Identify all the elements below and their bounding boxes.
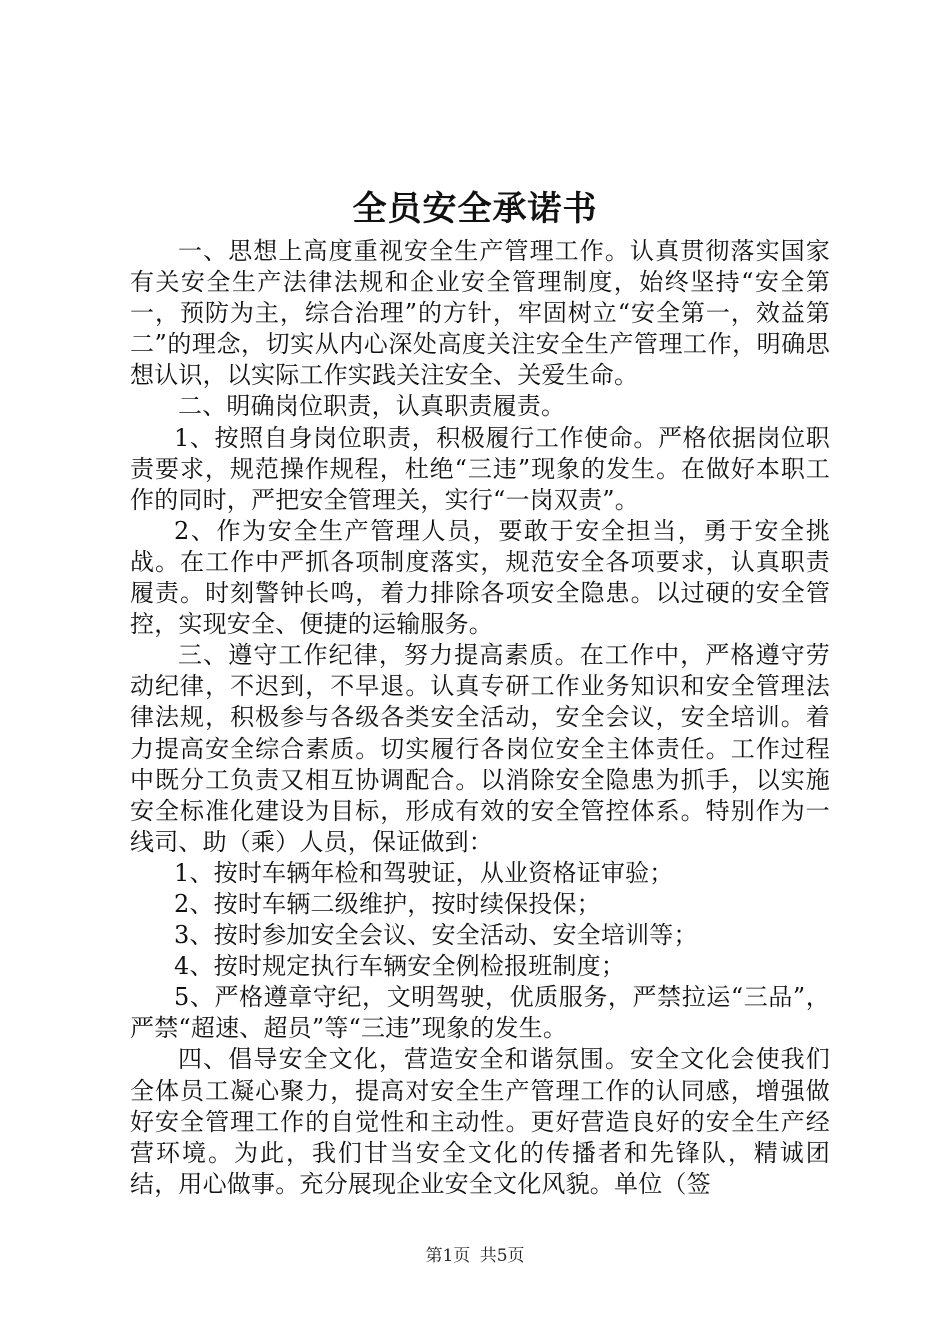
paragraph-5: 三、遵守工作纪律，努力提高素质。在工作中，严格遵守劳动纪律，不迟到，不早退。认真专研工作业务知识和安全管理法律法规，积极参与各级各类安全活动，安全会议，安全培训。着力提高安全综合素质。切实履行各岗位安全主体责任。工作过程中既分工负责又相互协调配合。以消除安全隐患为抓手，以实施安全标准化建设为目标，形成有效的安全管控体系。特别作为一线司、助（乘）人员，保证做到： xyxy=(130,641,830,856)
list-item-1: 1、按时车辆年检和驾驶证，从业资格证审验； xyxy=(174,858,674,887)
page-number: 第1页 xyxy=(425,1246,471,1266)
paragraph-3: 1、按照自身岗位职责，积极履行工作使命。严格依据岗位职责要求，规范操作规程，杜绝“三违”现象的发生。在做好本职工作的同时，严把安全管理关，实行“一岗双责”。 xyxy=(130,423,830,514)
page-footer xyxy=(0,1244,950,1268)
page-total: 共5页 xyxy=(479,1246,525,1266)
paragraph-2: 二、明确岗位职责，认真职责履责。 xyxy=(178,392,566,421)
list-item-2: 2、按时车辆二级维护，按时续保投保； xyxy=(174,889,601,918)
list-item-5: 5、严格遵章守纪，文明驾驶，优质服务，严禁拉运“三品”，严禁“超速、超员”等“三违”现象的发生。 xyxy=(130,983,830,1043)
document-body xyxy=(130,236,830,1200)
list-item-4: 4、按时规定执行车辆安全例检报班制度； xyxy=(174,952,626,981)
document-title: 全员安全承诺书 xyxy=(352,189,598,229)
paragraph-6: 四、倡导安全文化，营造安全和谐氛围。安全文化会使我们全体员工凝心聚力，提高对安全生产管理工作的认同感，增强做好安全管理工作的自觉性和主动性。更好营造良好的安全生产经营环境。为此，我们甘当安全文化的传播者和先锋队，精诚团结，用心做事。充分展现企业安全文化风貌。单位（签 xyxy=(130,1045,830,1198)
paragraph-4: 2、作为安全生产管理人员，要敢于安全担当，勇于安全挑战。在工作中严抓各项制度落实，规范安全各项要求，认真职责履责。时刻警钟长鸣，着力排除各项安全隐患。以过硬的安全管控，实现安全、便捷的运输服务。 xyxy=(130,516,830,639)
paragraph-1: 一、思想上高度重视安全生产管理工作。认真贯彻落实国家有关安全生产法律法规和企业安全管理制度，始终坚持“安全第一，预防为主，综合治理”的方针，牢固树立“安全第一，效益第二”的理念，切实从内心深处高度关注安全生产管理工作，明确思想认识，以实际工作实践关注安全、关爱生命。 xyxy=(130,237,830,390)
list-item-3: 3、按时参加安全会议、安全活动、安全培训等； xyxy=(174,921,698,950)
